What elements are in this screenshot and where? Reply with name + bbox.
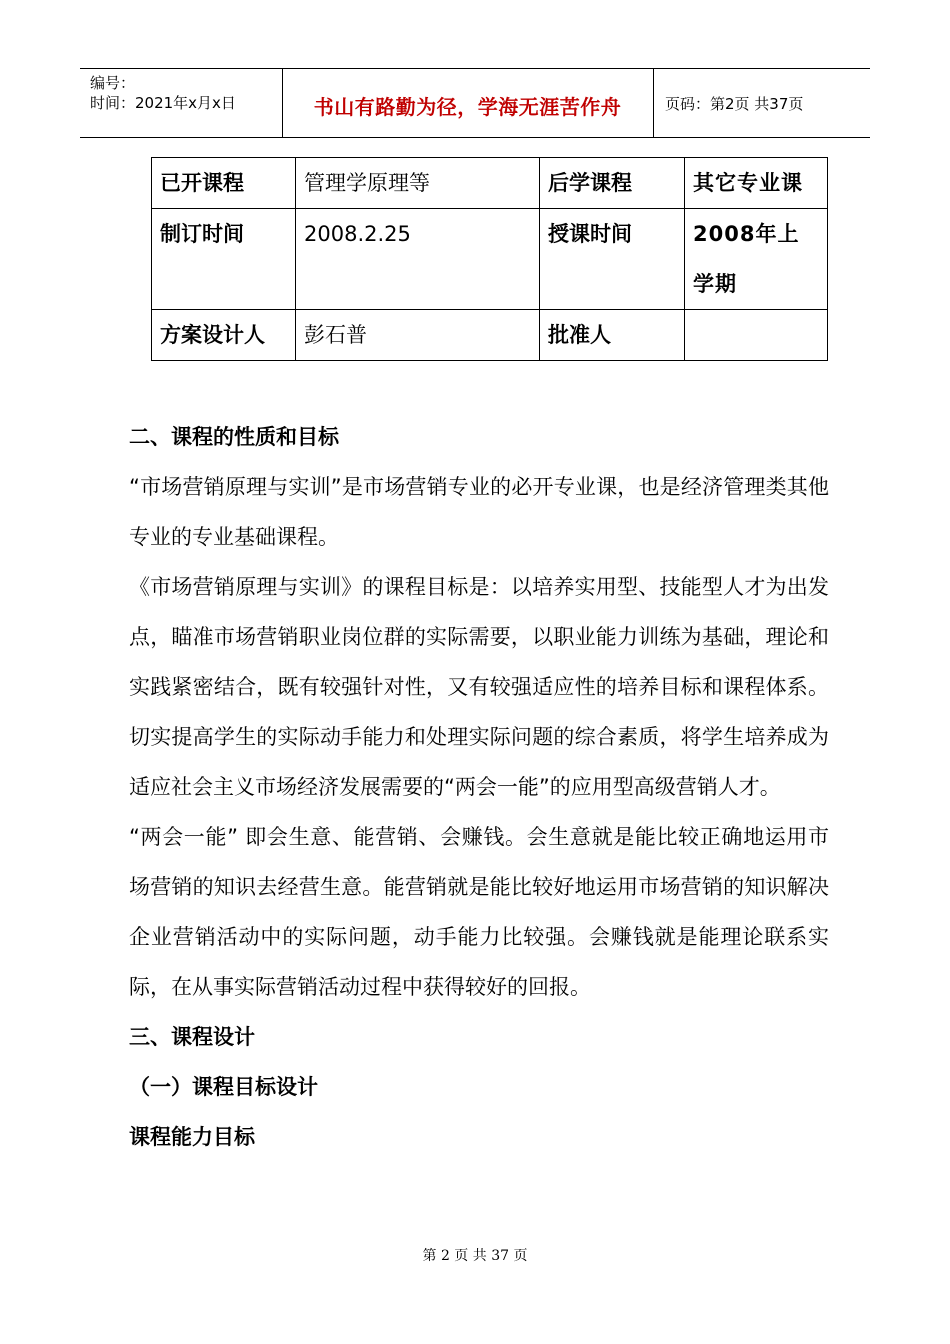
page-header	[80, 68, 870, 138]
table-cell-value	[685, 310, 828, 361]
paragraph: “两会一能” 即会生意、能营销、会赚钱。会生意就是能比较正确地运用市场营销的知识去经营生意。能营销就是能比较好地运用市场营销的知识解决企业营销活动中的实际问题，动手能力比较强。会赚钱就是能理论联系实际，在从事实际营销活动过程中获得较好的回报。	[129, 825, 829, 999]
table-row	[152, 158, 828, 209]
subsection-heading: 课程能力目标	[129, 1125, 255, 1149]
table-cell-label: 批准人	[540, 310, 685, 361]
table-cell-label: 方案设计人	[152, 310, 296, 361]
number-label: 编号：	[90, 74, 136, 92]
course-info-table	[151, 157, 828, 361]
table-cell-label: 制订时间	[152, 209, 296, 310]
header-meta	[90, 73, 236, 113]
table-row	[152, 209, 828, 310]
section-heading: 三、课程设计	[129, 1025, 255, 1049]
table-cell-value: 彭石普	[296, 310, 540, 361]
section-heading: 二、课程的性质和目标	[129, 425, 339, 449]
header-motto: 书山有路勤为径，学海无涯苦作舟	[313, 95, 622, 119]
table-cell-label: 授课时间	[540, 209, 685, 310]
table-cell-value: 2008.2.25	[296, 209, 540, 310]
document-body	[129, 412, 829, 1162]
paragraph: 《市场营销原理与实训》的课程目标是：以培养实用型、技能型人才为出发点，瞄准市场营销职业岗位群的实际需要，以职业能力训练为基础，理论和实践紧密结合，既有较强针对性，又有较强适应性的培养目标和课程体系。切实提高学生的实际动手能力和处理实际问题的综合素质，将学生培养成为适应社会主义市场经济发展需要的“两会一能”的应用型高级营销人才。	[129, 575, 829, 799]
table-cell-value: 2008年上学期	[685, 209, 828, 310]
paragraph: “市场营销原理与实训”是市场营销专业的必开专业课，也是经济管理类其他专业的专业基础课程。	[129, 475, 829, 549]
subsection-heading: （一）课程目标设计	[129, 1075, 318, 1099]
table-cell-value: 管理学原理等	[296, 158, 540, 209]
header-page-info: 页码：第2页 共37页	[665, 95, 804, 113]
table-row	[152, 310, 828, 361]
date-line: 时间：2021年x月x日	[90, 94, 236, 112]
table-cell-label: 已开课程	[152, 158, 296, 209]
header-divider	[653, 69, 654, 137]
table-cell-label: 后学课程	[540, 158, 685, 209]
page-footer: 第 2 页 共 37 页	[422, 1248, 528, 1264]
table-cell-value: 其它专业课	[685, 158, 828, 209]
